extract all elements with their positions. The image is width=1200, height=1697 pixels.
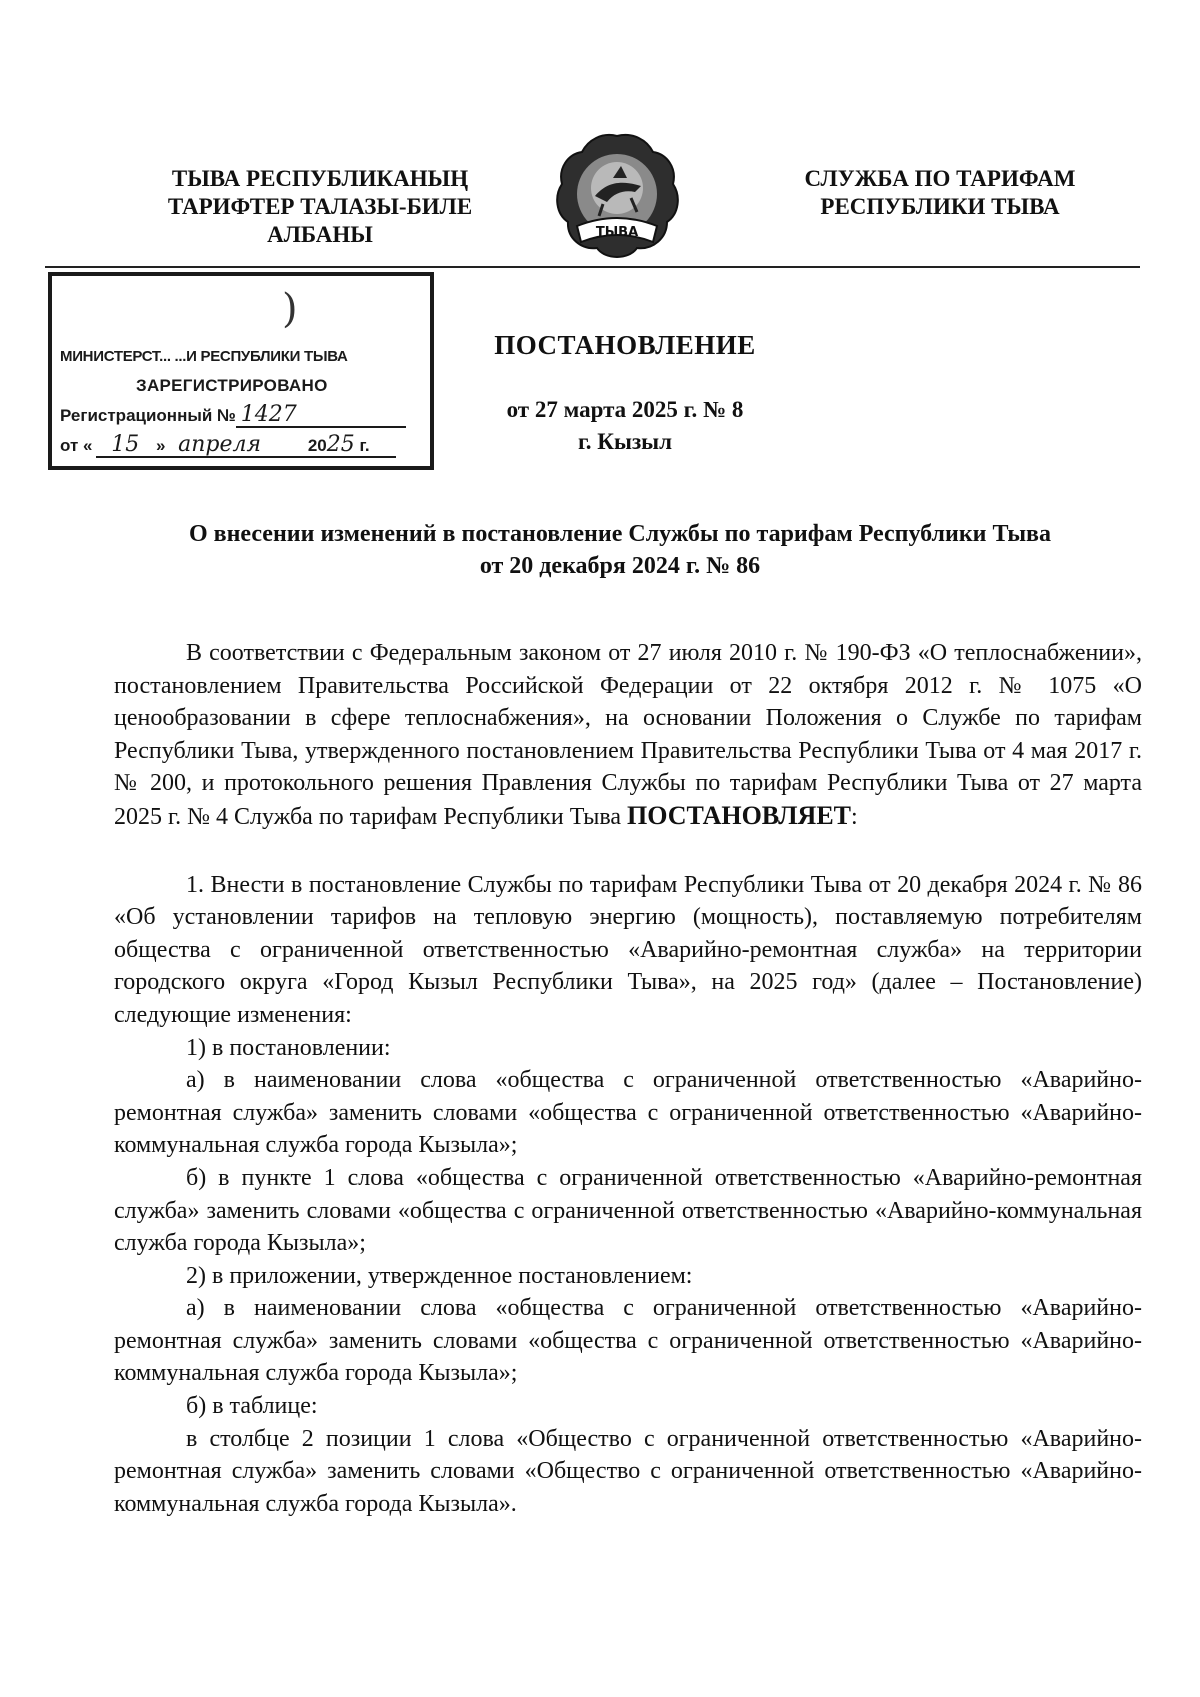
resolves-word: ПОСТАНОВЛЯЕТ xyxy=(627,800,851,830)
clause-1: 1. Внести в постановление Службы по тарифам Республики Тыва от 20 декабря 2024 г. № 86 «Об установлении тарифов на тепловую энергию (мощность), поставляемую потребителям общества с ограниченной ответственностью «Аварийно-ремонтная служба» на территории городского округа «Город Кызыл Республики Тыва», на 2025 год» (далее – Постановление) следующие изменения: xyxy=(114,871,1142,1028)
clause-1-1: 1) в постановлении: xyxy=(186,1034,391,1061)
stamp-reg-label: Регистрационный № xyxy=(60,406,236,425)
header-divider xyxy=(45,266,1140,268)
preamble-paragraph xyxy=(114,637,1142,834)
document-type: ПОСТАНОВЛЕНИЕ xyxy=(494,330,756,360)
stamp-date-day: 15 xyxy=(111,432,140,457)
stamp-date xyxy=(60,432,370,457)
resolves-colon: : xyxy=(851,803,858,830)
coat-of-arms-icon xyxy=(555,130,680,265)
stamp-date-underline xyxy=(96,456,396,458)
stamp-registration-number xyxy=(60,402,297,427)
document-place: г. Кызыл xyxy=(577,429,673,454)
stamp-date-year-prefix: 20 xyxy=(307,436,327,455)
stamp-date-mid: » xyxy=(155,436,166,455)
clause-1-2-b: б) в таблице: xyxy=(186,1393,318,1420)
emblem-label: ТЫВА xyxy=(595,225,639,240)
issuer-name-russian: СЛУЖБА ПО ТАРИФАМ РЕСПУБЛИКИ ТЫВА xyxy=(804,166,1076,219)
preamble-text: В соответствии с Федеральным законом от 27 июля 2010 г. № 190-ФЗ «О теплоснабжении», постановлением Правительства Российской Федерации от 22 октября 2012 г. № 1075 «О ценообразовании в сфере теплоснабжения», на основании Положения о Службе по тарифам Республики Тыва, утвержденного постановлением Правительства Республики Тыва от 4 мая 2017 г. № 200, и протокольного решения Правления Службы по тарифам Республики Тыва от 27 марта 2025 г. № 4 Служба по тарифам Республики Тыва xyxy=(114,640,1142,830)
clause-1-1-b: б) в пункте 1 слова «общества с ограниченной ответственностью «Аварийно-ремонтная служба» заменить словами «общества с ограниченной ответственностью «Аварийно-коммунальная служба города Кызыла»; xyxy=(114,1164,1142,1257)
stamp-date-month: апреля xyxy=(178,432,262,457)
stamp-registered-line: ЗАРЕГИСТРИРОВАНО xyxy=(136,376,328,395)
registration-stamp xyxy=(48,272,434,470)
stamp-ministry-line: МИНИСТЕРСТ... ...И РЕСПУБЛИКИ ТЫВА xyxy=(60,348,348,365)
stamp-reg-underline xyxy=(236,426,406,428)
stamp-date-prefix: от « xyxy=(60,436,93,455)
clause-1-2: 2) в приложении, утвержденное постановлением: xyxy=(186,1262,693,1289)
document-date-number: от 27 марта 2025 г. № 8 xyxy=(506,397,744,422)
stamp-date-year: 25 xyxy=(326,432,355,457)
stamp-mark-icon: ) xyxy=(282,286,298,332)
stamp-reg-number: 1427 xyxy=(240,402,297,427)
issuer-name-tuvan: ТЫВА РЕСПУБЛИКАНЫҢ ТАРИФТЕР ТАЛАЗЫ-БИЛЕ АЛБАНЫ xyxy=(167,166,473,247)
stamp-date-suffix: г. xyxy=(359,436,370,455)
document-body xyxy=(114,637,1142,1520)
clause-1-2-a: а) в наименовании слова «общества с ограниченной ответственностью «Аварийно-ремонтная служба» заменить словами «общества с ограниченной ответственностью «Аварийно-коммунальная служба города Кызыла»; xyxy=(114,1295,1142,1387)
document-title: О внесении изменений в постановление Службы по тарифам Республики Тыва от 20 декабря 2024 г. № 86 xyxy=(188,521,1052,579)
clause-1-1-a: а) в наименовании слова «общества с ограниченной ответственностью «Аварийно-ремонтная служба» заменить словами «общества с ограниченной ответственностью «Аварийно-коммунальная служба города Кызыла»; xyxy=(114,1067,1142,1159)
clause-1-2-b-text: в столбце 2 позиции 1 слова «Общество с ограниченной ответственностью «Аварийно-ремонтная служба» заменить словами «Общество с ограниченной ответственностью «Аварийно-коммунальная служба города Кызыла». xyxy=(114,1425,1142,1517)
